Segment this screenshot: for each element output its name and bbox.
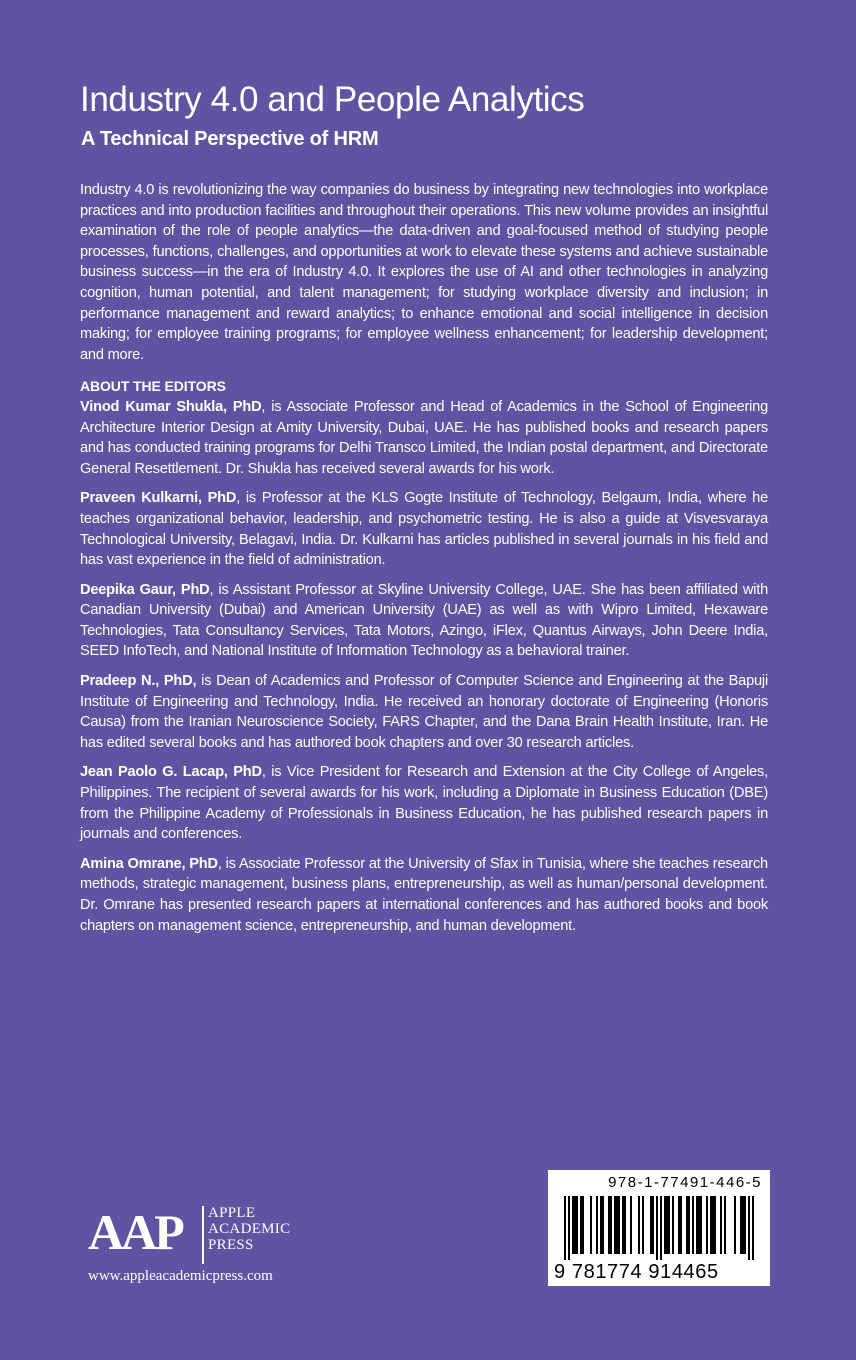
- barcode-bar: [686, 1196, 688, 1254]
- barcode-bar: [740, 1196, 742, 1254]
- book-description: Industry 4.0 is revolutionizing the way companies do business by integrating new technologies into workplace practices and into production facilities and throughout their operations. This new volume provides an insightful examination of the role of people analytics—the data-driven and goal-focused method of studying people processes, functions, challenges, and opportunities at work to elevate these systems and achieve sustainable business success—in the era of Industry 4.0. It explores the use of AI and other technologies in analyzing cognition, human potential, and talent management; for studying workplace diversity and inclusion; in performance management and reward analytics; to enhance emotional and social intelligence in decision making; for employee training programs; for employee wellness enhancement; for leadership development; and more.: [80, 182, 768, 363]
- publisher-name: [208, 1205, 290, 1253]
- publisher-name-line: APPLE: [208, 1205, 256, 1221]
- editor-name: Amina Omrane, PhD: [80, 855, 218, 872]
- barcode-bar: [596, 1196, 598, 1254]
- editor-name: Deepika Gaur, PhD: [80, 581, 210, 598]
- barcode-bar: [710, 1196, 712, 1254]
- editor-bio-text: , is Professor at the KLS Gogte Institute of Technology, Belgaum, India, where he teaches organizational behavior, leadership, and psychometric testing. He is also a guide at Visvesvaraya Technological University, Belagavi, India. Dr. Kulkarni has articles published in several journals in his field and has vast experience in the field of administration.: [80, 490, 768, 569]
- barcode-bar: [668, 1196, 670, 1254]
- editor-bio-text: , is Assistant Professor at Skyline University College, UAE. She has been affiliated with Canadian University (Dubai) and American University (UAE) as well as with Wipro Limited, Hexaware Technologies, Tata Consultancy Services, Tata Motors, Azingo, iFlex, Quantus Airways, John Deere India, SEED InfoTech, and National Institute of Information Technology as a behavioral trainer.: [80, 581, 768, 660]
- barcode-bar: [660, 1196, 662, 1260]
- barcode-bar: [614, 1196, 616, 1254]
- barcode-bar: [700, 1196, 702, 1254]
- barcode-bar: [590, 1196, 592, 1254]
- book-title: Industry 4.0 and People Analytics: [80, 80, 585, 119]
- editor-bio-text: is Dean of Academics and Professor of Computer Science and Engineering at the Bapuji Institute of Engineering and Technology, India. He received an honorary doctorate of Engineering (Honoris Causa) from the Iranian Neuroscience Society, FARS Chapter, and the Dana Brain Health Institute, Iran. He has edited several books and has authored book chapters and over 30 research articles.: [80, 673, 768, 751]
- barcode-bar: [580, 1196, 582, 1254]
- barcode-bar: [564, 1196, 566, 1260]
- barcode-bar: [568, 1196, 570, 1260]
- barcode-bar: [678, 1196, 680, 1254]
- isbn-number: 978-1-77491-446-5: [608, 1174, 762, 1191]
- barcode-bar: [744, 1196, 746, 1254]
- cover-text: [80, 180, 768, 945]
- editor-bio-text: , is Associate Professor and Head of Academics in the School of Engineering Architecture Interior Design at Amity University, Dubai, UAE. He has published books and research papers and has conducted training programs for Delhi Transco Limited, the Indian postal department, and Directorate General Resettlement. Dr. Shukla has received several awards for his work.: [80, 398, 768, 477]
- aap-logo-mark: AAP: [88, 1204, 182, 1260]
- about-editors-heading: ABOUT THE EDITORS: [80, 378, 226, 395]
- barcode-bar: [582, 1196, 584, 1254]
- barcode-bar: [714, 1196, 716, 1254]
- isbn-barcode: [548, 1170, 770, 1286]
- editor-bio: [80, 854, 768, 936]
- book-subtitle: A Technical Perspective of HRM: [81, 128, 379, 150]
- barcode-bar: [666, 1196, 668, 1254]
- barcode-bar: [698, 1196, 700, 1254]
- publisher-logo: [88, 1200, 328, 1290]
- barcode-bar: [680, 1196, 682, 1254]
- logo-divider: [202, 1206, 204, 1264]
- barcode-bar: [618, 1196, 620, 1254]
- barcode-bar: [656, 1196, 658, 1260]
- barcode-bar: [734, 1196, 736, 1254]
- barcode-bar: [664, 1196, 666, 1254]
- barcode-bar: [748, 1196, 750, 1260]
- barcode-bar: [610, 1196, 612, 1254]
- editor-name: Vinod Kumar Shukla, PhD: [80, 398, 262, 415]
- ean-digits: 9 781774 914465: [554, 1261, 719, 1283]
- editor-bio-text: , is Vice President for Research and Extension at the City College of Angeles, Philippines. The recipient of several awards for his work, including a Diplomate in Business Education (DBE) from the Philippine Academy of Professionals in Business Education, he has published research papers in journals and conferences.: [80, 764, 768, 843]
- barcode-bar: [706, 1196, 708, 1254]
- barcode-bar: [642, 1196, 644, 1254]
- editor-name: Praveen Kulkarni, PhD: [80, 490, 237, 507]
- barcode-bar: [574, 1196, 576, 1254]
- editor-bio: [80, 397, 768, 479]
- barcode-bar: [720, 1196, 722, 1254]
- editor-bio: [80, 488, 768, 570]
- editor-name: Pradeep N., PhD,: [80, 673, 197, 690]
- barcode-bar: [696, 1196, 698, 1254]
- barcode-bar: [652, 1196, 654, 1254]
- barcode-bar: [600, 1196, 602, 1254]
- barcode-bar: [608, 1196, 610, 1254]
- barcode-bar: [692, 1196, 694, 1254]
- barcode-bar: [724, 1196, 726, 1254]
- editor-bio: [80, 762, 768, 844]
- editor-bio: [80, 671, 768, 753]
- barcode-bar: [576, 1196, 578, 1254]
- barcode-bar: [616, 1196, 618, 1254]
- barcode-bar: [752, 1196, 754, 1260]
- editor-name: Jean Paolo G. Lacap, PhD: [80, 764, 262, 781]
- barcode-bars: [562, 1196, 756, 1260]
- editor-bio-text: , is Associate Professor at the University of Sfax in Tunisia, where she teaches research methods, strategic management, business plans, entrepreneurship, as well as human/personal development. Dr. Omrane has presented research papers at international conferences and has authored books and book chapters on management science, entrepreneurship, and human development.: [80, 855, 768, 934]
- barcode-bar: [688, 1196, 690, 1254]
- publisher-name-line: PRESS: [208, 1237, 254, 1253]
- publisher-website: www.appleacademicpress.com: [88, 1268, 273, 1284]
- barcode-bar: [572, 1196, 574, 1254]
- barcode-bar: [742, 1196, 744, 1254]
- barcode-bar: [638, 1196, 640, 1254]
- editor-bio: [80, 580, 768, 662]
- barcode-bar: [672, 1196, 674, 1254]
- publisher-name-line: ACADEMIC: [208, 1221, 291, 1237]
- barcode-bar: [622, 1196, 624, 1254]
- barcode-bar: [624, 1196, 626, 1254]
- barcode-bar: [602, 1196, 604, 1254]
- barcode-bar: [630, 1196, 632, 1254]
- barcode-bar: [712, 1196, 714, 1254]
- barcode-bar: [650, 1196, 652, 1254]
